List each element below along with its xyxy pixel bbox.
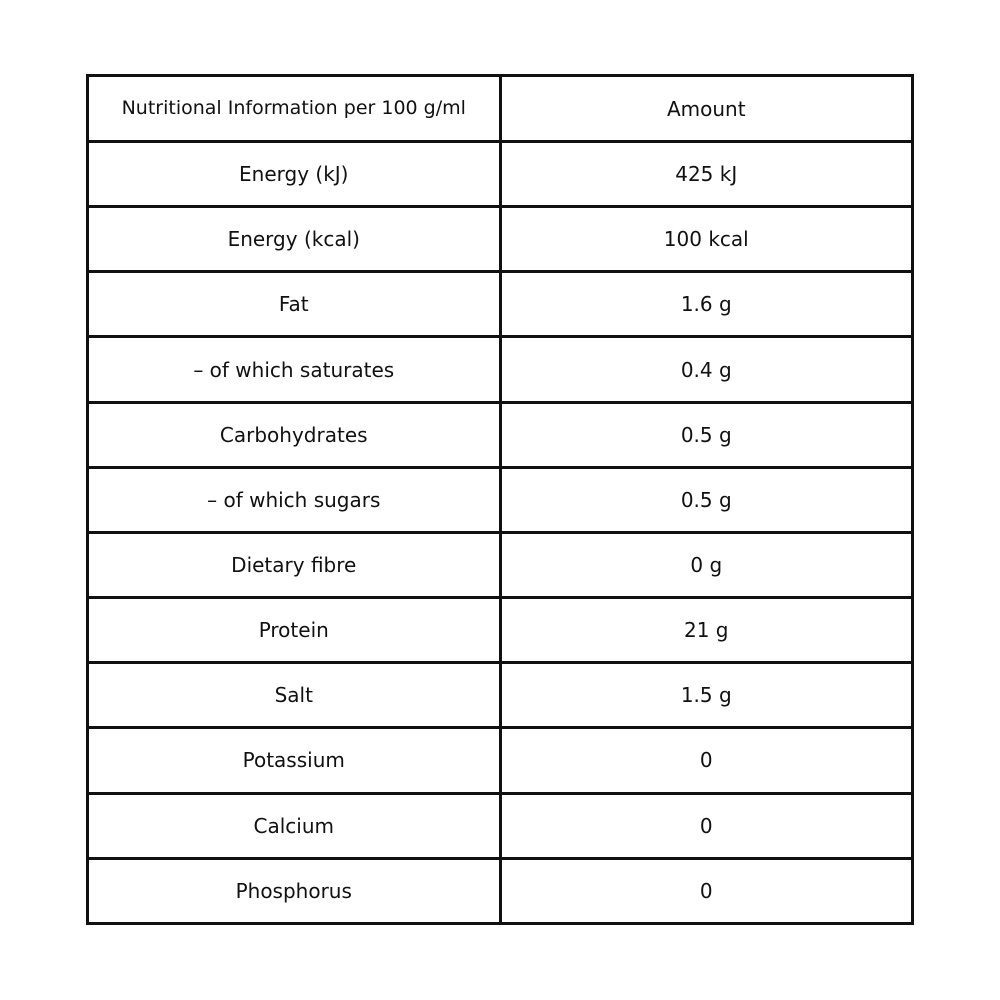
nutrient-label: Salt [88,663,501,728]
nutrition-table [86,74,914,925]
table-row [88,337,913,402]
table-row [88,467,913,532]
nutrient-amount: 1.6 g [500,272,913,337]
table-row [88,598,913,663]
table-header-row [88,76,913,142]
table-row [88,663,913,728]
nutrient-label: – of which sugars [88,467,501,532]
nutrient-amount: 1.5 g [500,663,913,728]
nutrient-label: Phosphorus [88,858,501,923]
table-row [88,142,913,207]
nutrient-amount: 0.5 g [500,467,913,532]
nutrient-amount: 21 g [500,598,913,663]
nutrient-label: – of which saturates [88,337,501,402]
nutrient-amount: 0 [500,858,913,923]
table-row [88,793,913,858]
nutrient-label: Protein [88,598,501,663]
header-amount-label: Amount [500,76,913,142]
header-nutrient-label: Nutritional Information per 100 g/ml [88,76,501,142]
nutrient-amount: 0.5 g [500,402,913,467]
table-row [88,272,913,337]
nutrient-amount: 0 [500,728,913,793]
table-row [88,402,913,467]
table-row [88,858,913,923]
nutrient-label: Calcium [88,793,501,858]
nutrient-label: Carbohydrates [88,402,501,467]
nutrient-amount: 100 kcal [500,207,913,272]
table-row [88,728,913,793]
nutrient-label: Potassium [88,728,501,793]
nutrient-label: Fat [88,272,501,337]
nutrient-amount: 0 [500,793,913,858]
nutrient-label: Energy (kJ) [88,142,501,207]
nutrient-label: Energy (kcal) [88,207,501,272]
nutrient-amount: 425 kJ [500,142,913,207]
nutrient-amount: 0.4 g [500,337,913,402]
table-row [88,207,913,272]
table-row [88,532,913,597]
nutrient-amount: 0 g [500,532,913,597]
nutrient-label: Dietary fibre [88,532,501,597]
